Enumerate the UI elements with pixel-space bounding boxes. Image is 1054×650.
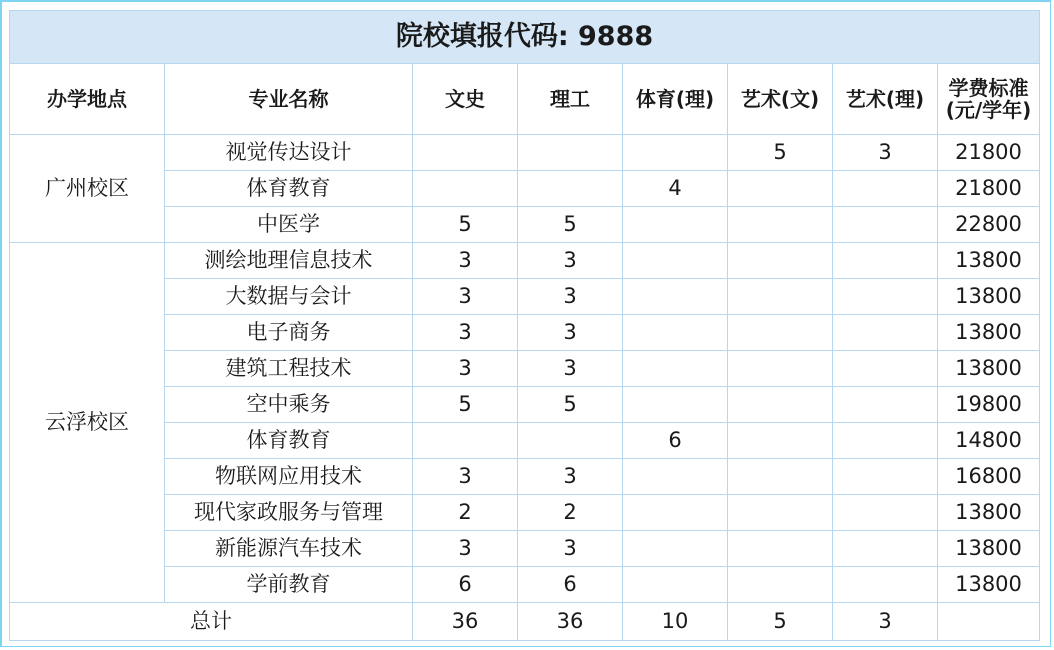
table-row <box>10 423 1040 459</box>
tiyu-cell <box>623 315 728 351</box>
major-cell: 空中乘务 <box>165 387 413 423</box>
tiyu-cell: 6 <box>623 423 728 459</box>
tiyu-cell <box>623 459 728 495</box>
yishu-wen-cell <box>728 351 833 387</box>
tiyu-cell <box>623 279 728 315</box>
table-row <box>10 531 1040 567</box>
total-yishu-wen: 5 <box>728 603 833 641</box>
major-cell: 电子商务 <box>165 315 413 351</box>
yishu-wen-cell <box>728 243 833 279</box>
total-ligong: 36 <box>518 603 623 641</box>
tiyu-cell <box>623 387 728 423</box>
fee-cell: 13800 <box>938 243 1040 279</box>
wenshi-cell: 3 <box>413 279 518 315</box>
header-fee: 学费标准 (元/学年) <box>938 64 1040 135</box>
fee-cell: 13800 <box>938 315 1040 351</box>
table-row <box>10 315 1040 351</box>
campus-cell: 广州校区 <box>10 135 165 243</box>
major-cell: 学前教育 <box>165 567 413 603</box>
table-row <box>10 351 1040 387</box>
yishu-li-cell <box>833 387 938 423</box>
tiyu-cell <box>623 351 728 387</box>
ligong-cell: 6 <box>518 567 623 603</box>
yishu-li-cell <box>833 171 938 207</box>
yishu-li-cell: 3 <box>833 135 938 171</box>
table-row <box>10 171 1040 207</box>
total-row <box>10 603 1040 641</box>
wenshi-cell <box>413 135 518 171</box>
ligong-cell <box>518 423 623 459</box>
yishu-li-cell <box>833 459 938 495</box>
major-cell: 建筑工程技术 <box>165 351 413 387</box>
tiyu-cell <box>623 207 728 243</box>
yishu-wen-cell: 5 <box>728 135 833 171</box>
tiyu-cell <box>623 135 728 171</box>
fee-cell: 13800 <box>938 567 1040 603</box>
table-row <box>10 135 1040 171</box>
wenshi-cell: 2 <box>413 495 518 531</box>
wenshi-cell: 3 <box>413 531 518 567</box>
yishu-wen-cell <box>728 531 833 567</box>
wenshi-cell: 5 <box>413 207 518 243</box>
major-cell: 视觉传达设计 <box>165 135 413 171</box>
ligong-cell: 3 <box>518 351 623 387</box>
ligong-cell: 5 <box>518 387 623 423</box>
table-title: 院校填报代码: 9888 <box>10 11 1040 64</box>
fee-cell: 14800 <box>938 423 1040 459</box>
major-cell: 体育教育 <box>165 423 413 459</box>
yishu-li-cell <box>833 531 938 567</box>
table-row <box>10 243 1040 279</box>
fee-cell: 13800 <box>938 495 1040 531</box>
yishu-wen-cell <box>728 459 833 495</box>
table-row <box>10 279 1040 315</box>
campus-cell: 云浮校区 <box>10 243 165 603</box>
ligong-cell: 3 <box>518 315 623 351</box>
table-row <box>10 567 1040 603</box>
wenshi-cell <box>413 171 518 207</box>
fee-cell: 19800 <box>938 387 1040 423</box>
total-label: 总计 <box>10 603 413 641</box>
tiyu-cell: 4 <box>623 171 728 207</box>
ligong-cell: 5 <box>518 207 623 243</box>
table-body <box>10 135 1040 641</box>
table-row <box>10 459 1040 495</box>
yishu-li-cell <box>833 279 938 315</box>
ligong-cell: 3 <box>518 243 623 279</box>
tiyu-cell <box>623 567 728 603</box>
total-fee <box>938 603 1040 641</box>
fee-cell: 21800 <box>938 135 1040 171</box>
yishu-li-cell <box>833 567 938 603</box>
major-cell: 大数据与会计 <box>165 279 413 315</box>
header-wenshi: 文史 <box>413 64 518 135</box>
yishu-wen-cell <box>728 567 833 603</box>
ligong-cell <box>518 171 623 207</box>
total-tiyu: 10 <box>623 603 728 641</box>
yishu-wen-cell <box>728 387 833 423</box>
yishu-li-cell <box>833 423 938 459</box>
ligong-cell: 3 <box>518 459 623 495</box>
wenshi-cell: 6 <box>413 567 518 603</box>
yishu-li-cell <box>833 495 938 531</box>
total-wenshi: 36 <box>413 603 518 641</box>
major-cell: 新能源汽车技术 <box>165 531 413 567</box>
header-ligong: 理工 <box>518 64 623 135</box>
table-row <box>10 387 1040 423</box>
table-row <box>10 207 1040 243</box>
wenshi-cell: 5 <box>413 387 518 423</box>
tiyu-cell <box>623 531 728 567</box>
major-cell: 测绘地理信息技术 <box>165 243 413 279</box>
yishu-li-cell <box>833 207 938 243</box>
ligong-cell: 3 <box>518 531 623 567</box>
header-major: 专业名称 <box>165 64 413 135</box>
major-cell: 物联网应用技术 <box>165 459 413 495</box>
header-row <box>10 64 1040 135</box>
ligong-cell: 3 <box>518 279 623 315</box>
fee-cell: 13800 <box>938 531 1040 567</box>
fee-cell: 16800 <box>938 459 1040 495</box>
wenshi-cell: 3 <box>413 243 518 279</box>
tiyu-cell <box>623 495 728 531</box>
yishu-wen-cell <box>728 423 833 459</box>
header-yishu-li: 艺术(理) <box>833 64 938 135</box>
tiyu-cell <box>623 243 728 279</box>
yishu-wen-cell <box>728 279 833 315</box>
table-row <box>10 495 1040 531</box>
ligong-cell: 2 <box>518 495 623 531</box>
header-campus: 办学地点 <box>10 64 165 135</box>
major-cell: 体育教育 <box>165 171 413 207</box>
yishu-li-cell <box>833 243 938 279</box>
yishu-wen-cell <box>728 171 833 207</box>
wenshi-cell: 3 <box>413 315 518 351</box>
header-tiyu-li: 体育(理) <box>623 64 728 135</box>
header-yishu-wen: 艺术(文) <box>728 64 833 135</box>
yishu-li-cell <box>833 315 938 351</box>
ligong-cell <box>518 135 623 171</box>
fee-cell: 13800 <box>938 351 1040 387</box>
fee-cell: 22800 <box>938 207 1040 243</box>
yishu-wen-cell <box>728 495 833 531</box>
major-cell: 中医学 <box>165 207 413 243</box>
major-cell: 现代家政服务与管理 <box>165 495 413 531</box>
yishu-wen-cell <box>728 315 833 351</box>
fee-cell: 13800 <box>938 279 1040 315</box>
admission-table <box>9 10 1040 641</box>
wenshi-cell: 3 <box>413 351 518 387</box>
yishu-li-cell <box>833 351 938 387</box>
yishu-wen-cell <box>728 207 833 243</box>
total-yishu-li: 3 <box>833 603 938 641</box>
wenshi-cell <box>413 423 518 459</box>
wenshi-cell: 3 <box>413 459 518 495</box>
fee-cell: 21800 <box>938 171 1040 207</box>
